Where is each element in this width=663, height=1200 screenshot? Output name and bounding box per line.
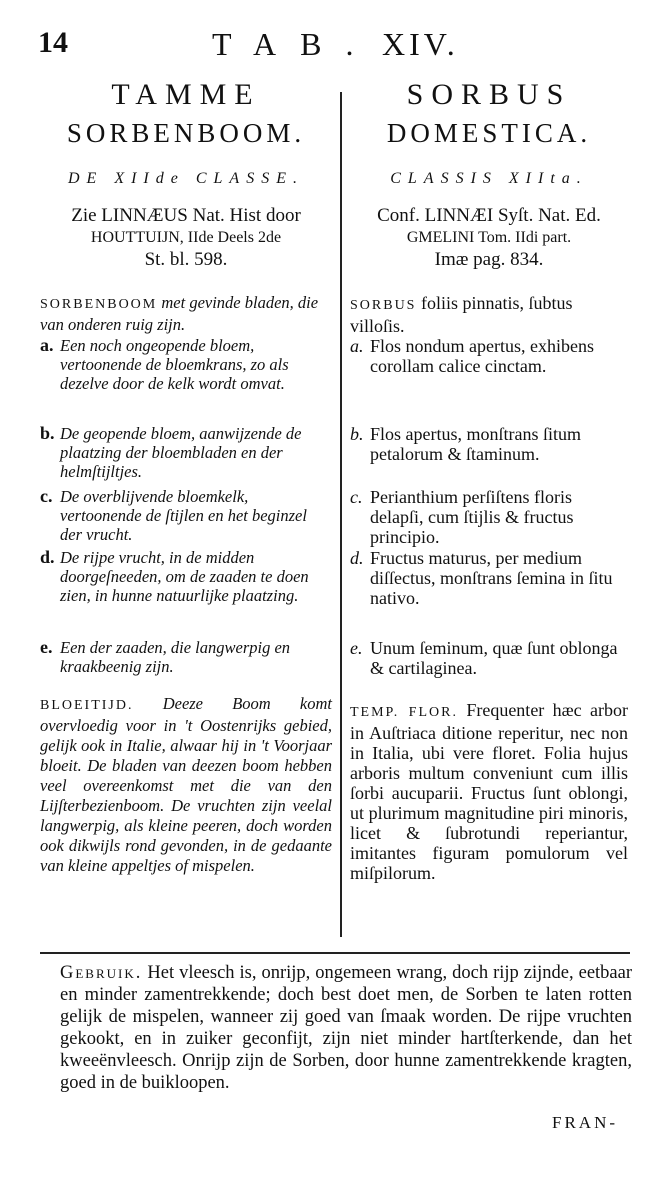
item-text: De overblijvende bloemkelk, vertoonende de ſtijlen en het beginzel der vrucht. [60,487,307,544]
right-item-b [350,424,628,464]
item-text: Een noch ongeopende bloem, vertoonende de bloemkrans, zo als dezelve door de kelk wordt omvat. [60,336,289,393]
plate-label: TAB. [212,26,378,62]
right-subtitle: DOMESTICA. [386,118,592,148]
bloeitijd-lead: BLOEITIJD. [40,698,134,713]
item-label: c. [40,486,53,506]
item-label: c. [350,487,363,507]
left-intro [40,293,332,335]
gebruik-text: Het vleesch is, onrijp, ongemeen wrang, doch rijp zijnde, eetbaar en minder zamentrekkende; doch best doet men, de Sorben te laten rotten gelijk de mispelen, wanneer zij goed van ſmaak worden. De rijpe vruchten gekookt, en in zuiker geconfijt, zijn niet minder hartſterkende, dan het kweeënvleesch. Onrijp zijn de Sorben, door hunne zamentrekkende kragten, goed in de buikloopen. [60,963,633,1093]
left-intro-lead: SORBENBOOM [40,297,158,312]
left-bloeitijd [40,694,332,876]
right-intro-text: foliis pinnatis, ſubtus villoſis. [350,293,573,336]
item-label: b. [40,423,55,443]
right-classe: CLASSIS XIIta. [390,170,588,187]
right-item-c [350,487,628,547]
right-item-a [350,336,628,376]
catchword: FRAN- [552,1113,619,1132]
left-item-d [40,548,332,605]
left-title: TAMME [111,78,261,111]
right-ref-line1: Conf. LINNÆI Syſt. Nat. Ed. [377,205,601,226]
section-divider [40,952,630,954]
temp-flor-lead: TEMP. FLOR. [350,705,458,720]
left-classe: DE XIIde CLASSE. [68,170,304,187]
column-divider [340,92,342,937]
right-intro-lead: SORBUS [350,298,417,313]
item-text: Flos apertus, monſtrans ſitum petalorum & ſtaminum. [370,424,581,464]
right-ref-line3: Imæ pag. 834. [434,249,544,270]
bloeitijd-text: Deeze Boom komt overvloedig voor in 't Oostenrijks gebied, gelijk ook in Italie, alwaar hij in 't Voorjaar bloeit. De bladen van deezen boom hebben veel overeenkomst met die van den Lijſterbezienboom. De vruchten zijn veelal langwerpig, als kleine peeren, doch worden ook dikwijls rond gevonden, in de gedaante van kleine appeltjes of mispelen. [40,694,332,875]
left-item-b [40,424,332,481]
item-text: De geopende bloem, aanwijzende de plaatzing der bloembladen en der helmſtijltjes. [60,424,302,481]
right-ref-line2: GMELINI Tom. IIdi part. [406,229,572,246]
left-ref-line2: HOUTTUIJN, IIde Deels 2de [90,229,282,246]
left-reference [40,205,332,271]
item-text: Flos nondum apertus, exhibens corollam calice cinctam. [370,336,594,376]
left-ref-line1: Zie LINNÆUS Nat. Hist door [71,205,301,226]
right-item-d [350,548,628,608]
right-reference [350,205,628,271]
temp-flor-text: Frequenter hæc arbor in Auſtriaca ditione reperitur, nec non in Italia, ubi vere floret. Folia hujus arboris multum conveniunt cum illis ſorbi aucuparii. Fructus ſunt oblongi, ut plurimum magnitudine piri minoris, licet & ſubrotundi reperiantur, imitantes figuram pomulorum vel miſpilorum. [350,700,629,883]
right-intro [350,293,628,336]
left-ref-line3: St. bl. 598. [144,249,228,270]
right-title: SORBUS [406,78,572,111]
gebruik-lead: Gebruik. [60,963,143,983]
item-label: e. [350,638,363,658]
left-item-a [40,336,332,393]
item-text: Perianthium perſiſtens floris delapſi, cum ſtijlis & fructus principio. [370,487,574,547]
item-label: b. [350,424,364,444]
gebruik-paragraph [60,962,632,1094]
left-item-c [40,487,332,544]
left-intro-text: met gevinde bladen, die van onderen ruig zijn. [40,293,319,334]
page-number: 14 [38,26,68,59]
right-temp-flor [350,700,628,883]
item-label: a. [350,336,364,356]
item-label: d. [40,547,55,567]
left-item-e [40,638,332,676]
left-subtitle: SORBENBOOM. [66,118,306,148]
right-item-e [350,638,628,678]
item-text: Unum ſeminum, quæ ſunt oblonga & cartilaginea. [370,638,618,678]
item-label: a. [40,335,54,355]
item-text: De rijpe vrucht, in de midden doorgeſneeden, om de zaaden te doen zien, in hunne natuurlijke plaatzing. [60,548,309,605]
plate-number: XIV. [382,26,459,62]
item-text: Een der zaaden, die langwerpig en kraakbeenig zijn. [60,638,291,676]
item-label: e. [40,637,53,657]
item-label: d. [350,548,364,568]
item-text: Fructus maturus, per medium diſſectus, monſtrans ſemina in ſitu nativo. [370,548,613,608]
